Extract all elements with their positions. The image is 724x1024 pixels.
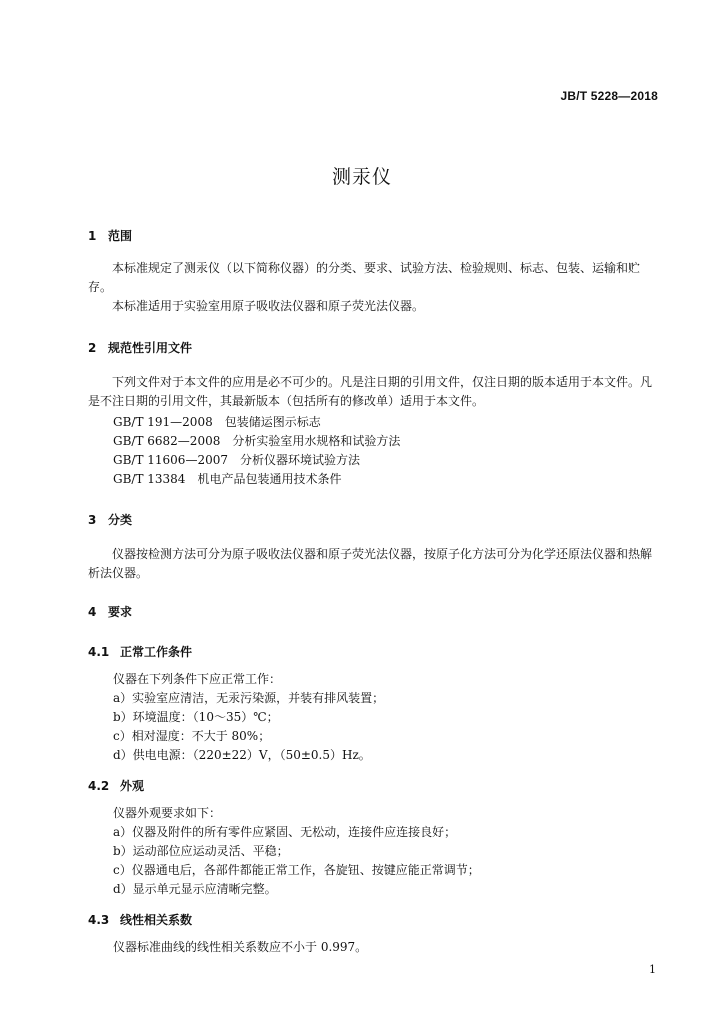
list-item: c）相对湿度：不大于 80%； [113,729,271,743]
reference-code: GB/T 13384 [113,472,186,486]
reference-item [113,432,400,451]
list-item: c）仪器通电后，各部件都能正常工作，各旋钮、按键应能正常调节； [113,863,480,877]
section-1-heading [88,227,132,244]
section-title: 范围 [108,229,133,243]
section-2-paragraph-1: 下列文件对于本文件的应用是必不可少的。凡是注日期的引用文件，仅注日期的版本适用于本文件。凡是不注日期的引用文件，其最新版本（包括所有的修改单）适用于本文件。 [88,375,653,408]
list-item: d）供电电源：（220±22）V，（50±0.5）Hz。 [113,748,371,762]
document-title: 测汞仪 [331,166,392,188]
section-number: 3 [88,513,97,527]
section-2-heading [88,339,192,356]
subsection-number: 4.1 [88,645,110,659]
section-4-heading [88,603,132,620]
section-title: 分类 [108,513,133,527]
subsection-4-1-intro: 仪器在下列条件下应正常工作： [113,672,282,686]
subsection-number: 4.2 [88,779,110,793]
section-1-paragraph-1: 本标准规定了测汞仪（以下简称仪器）的分类、要求、试验方法、检验规则、标志、包装、运输和贮存。 [88,261,641,294]
subsection-number: 4.3 [88,913,110,927]
subsection-4-2-intro: 仪器外观要求如下： [113,806,222,820]
subsection-title: 线性相关系数 [120,913,193,927]
section-number: 4 [88,605,97,619]
page-number: 1 [649,963,656,976]
subsection-4-3-heading [88,911,192,928]
section-3-heading [88,511,132,528]
standard-number: JB/T 5228—2018 [560,89,658,103]
reference-title: 包装储运图示标志 [224,415,321,429]
section-title: 要求 [108,605,133,619]
reference-title: 分析仪器环境试验方法 [239,453,360,467]
subsection-title: 正常工作条件 [120,645,193,659]
subsection-4-2-heading [88,777,144,794]
list-item: a）实验室应清洁，无汞污染源，并装有排风装置； [113,691,385,705]
reference-title: 机电产品包装通用技术条件 [197,472,342,486]
reference-title: 分析实验室用水规格和试验方法 [232,434,401,448]
list-item: b）环境温度：（10～35）℃； [113,710,279,724]
section-number: 2 [88,341,97,355]
reference-item [113,470,341,489]
list-item: a）仪器及附件的所有零件应紧固、无松动，连接件应连接良好； [113,825,457,839]
section-number: 1 [88,229,97,243]
reference-code: GB/T 6682—2008 [113,434,221,448]
subsection-4-1-heading [88,643,192,660]
section-3-paragraph-1: 仪器按检测方法可分为原子吸收法仪器和原子荧光法仪器，按原子化方法可分为化学还原法仪器和热解析法仪器。 [88,547,653,580]
subsection-4-3-paragraph: 仪器标准曲线的线性相关系数应不小于 0.997。 [113,940,368,954]
section-1-paragraph-2: 本标准适用于实验室用原子吸收法仪器和原子荧光法仪器。 [112,299,425,313]
reference-code: GB/T 11606—2007 [113,453,228,467]
reference-item [113,413,321,432]
list-item: d）显示单元显示应清晰完整。 [113,882,277,896]
list-item: b）运动部位应运动灵活、平稳； [113,844,289,858]
subsection-title: 外观 [120,779,145,793]
reference-code: GB/T 191—2008 [113,415,213,429]
reference-item [113,451,360,470]
section-title: 规范性引用文件 [108,341,193,355]
